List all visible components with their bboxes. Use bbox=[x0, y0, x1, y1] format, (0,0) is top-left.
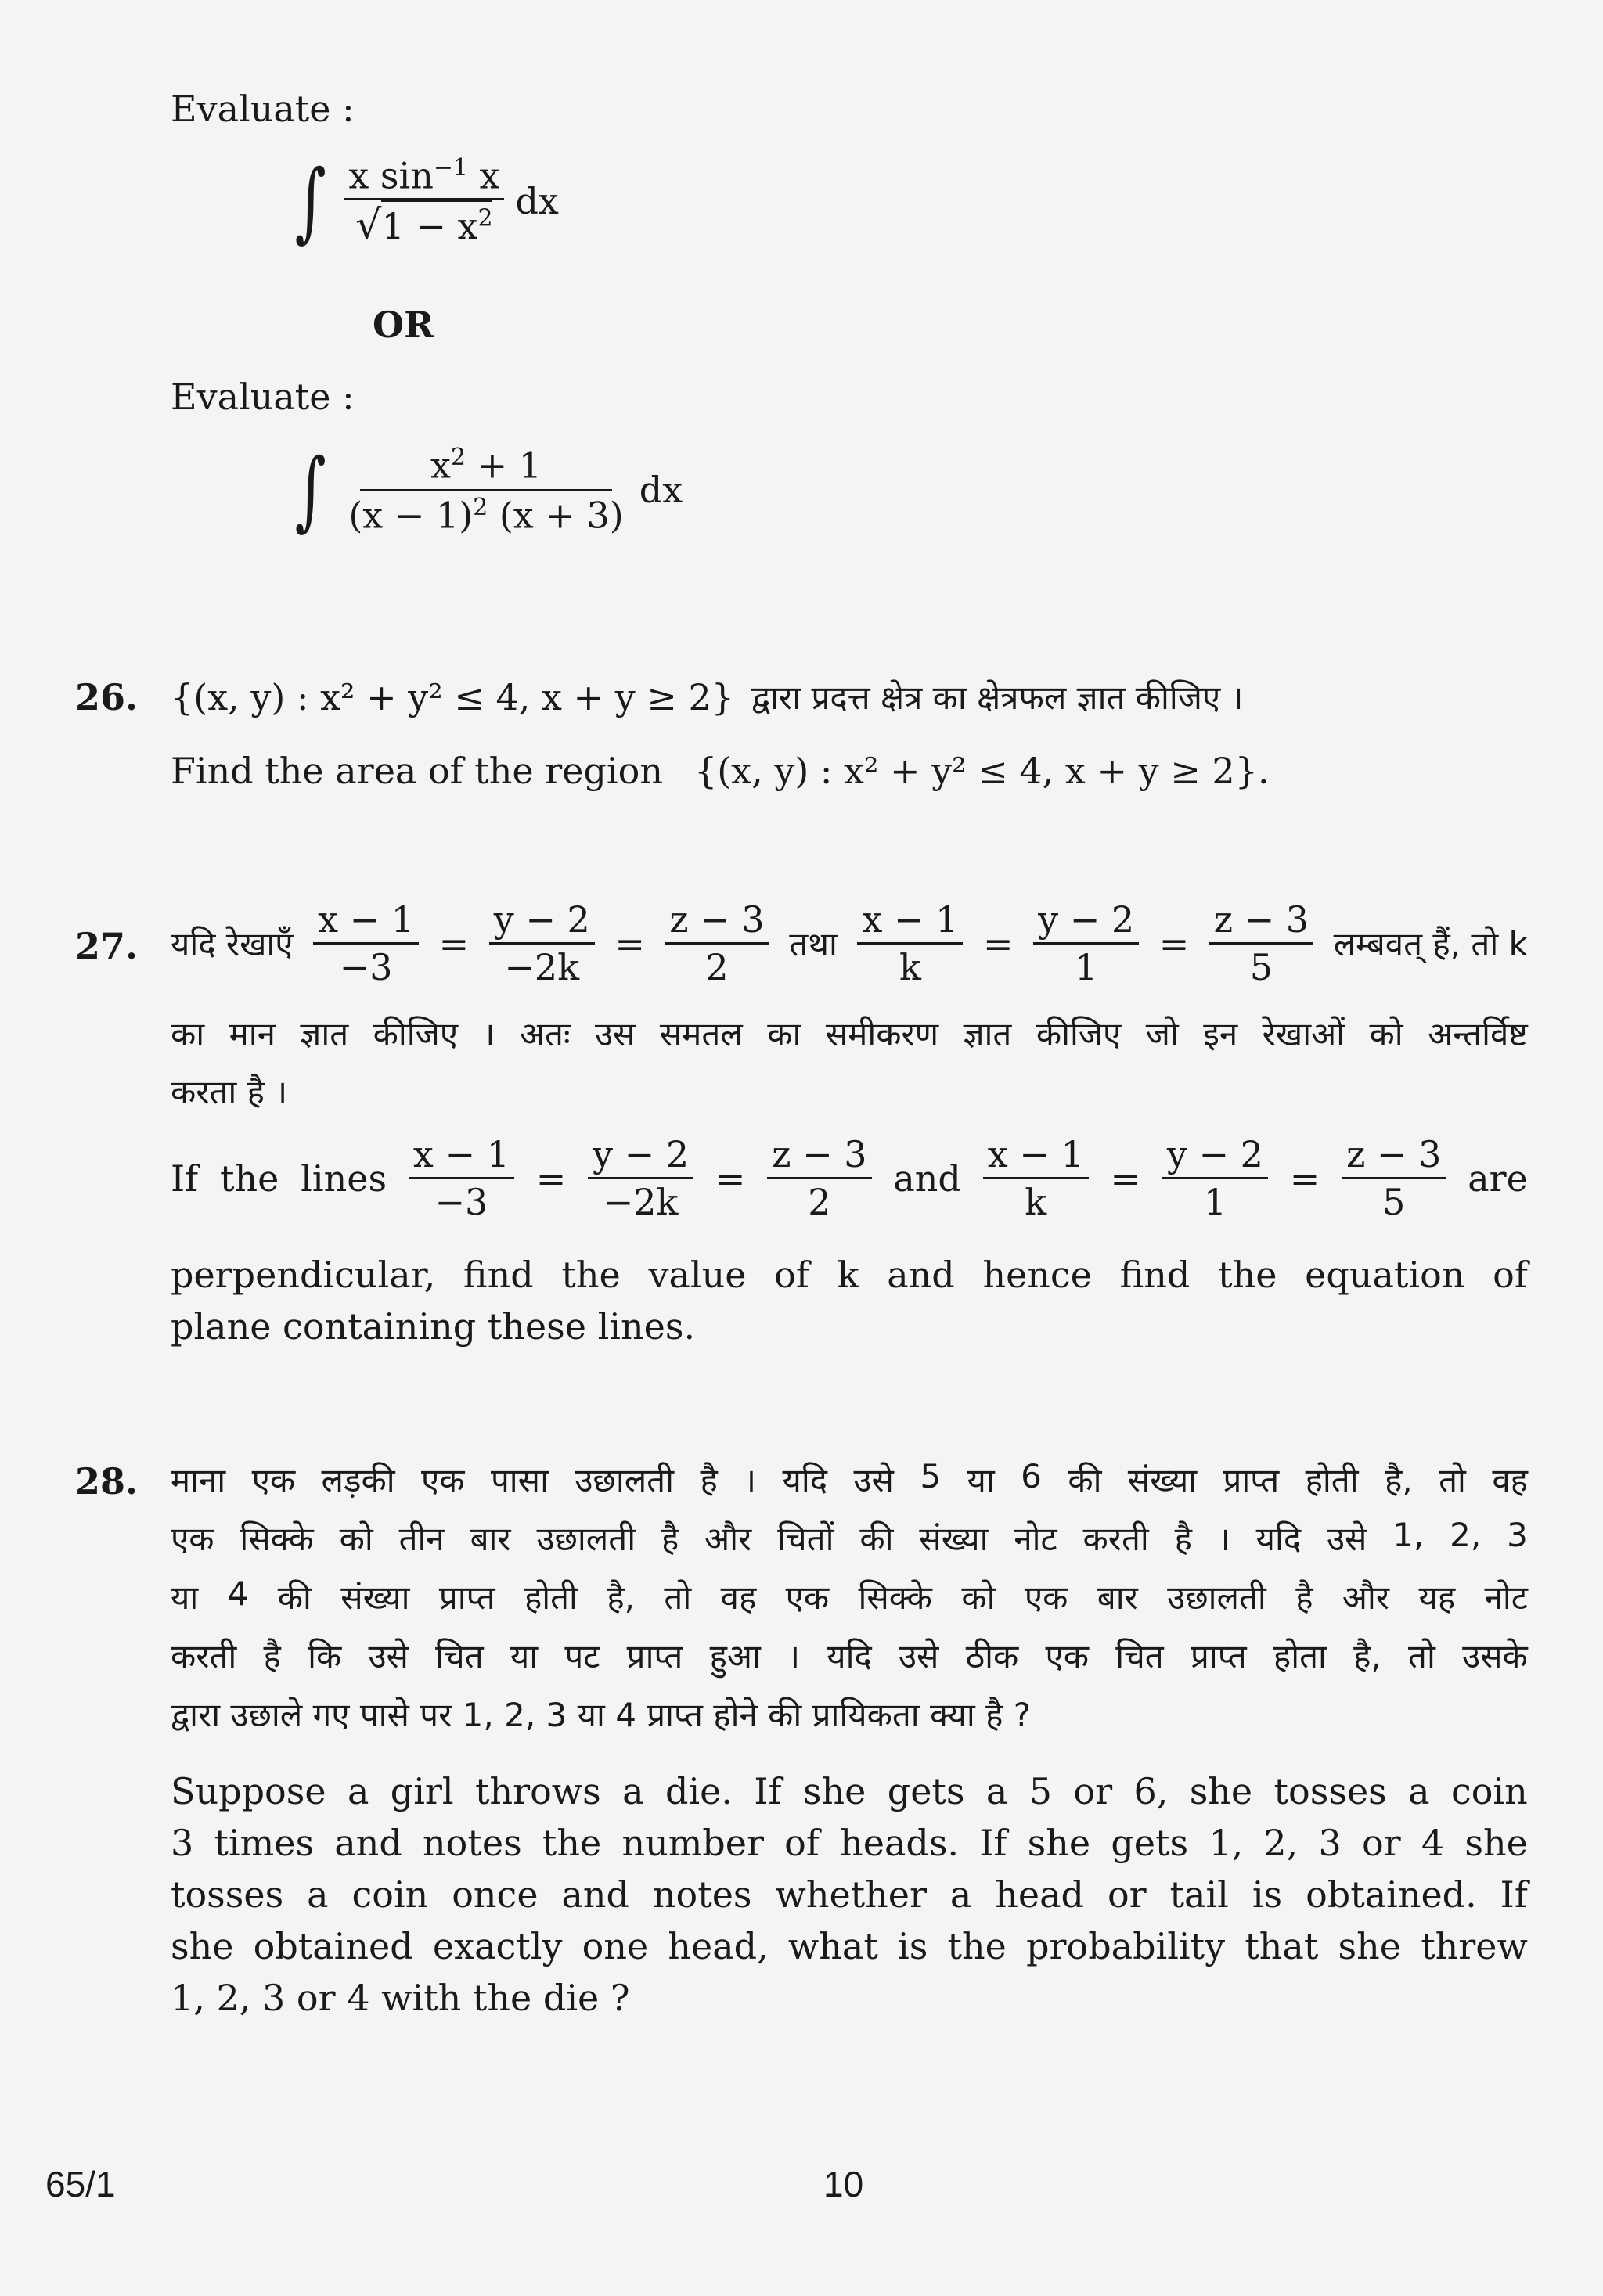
q28-hindi-line bbox=[171, 1516, 1528, 1574]
fraction: $\frac{x - 1}{-3}$ bbox=[313, 901, 419, 985]
word: hence bbox=[982, 1254, 1092, 1296]
word: a bbox=[1408, 1770, 1430, 1812]
word: equation bbox=[1305, 1254, 1465, 1296]
word: अन्तर्विष्ट bbox=[1428, 1015, 1528, 1053]
word: करती bbox=[171, 1637, 237, 1675]
word: को bbox=[1369, 1015, 1403, 1053]
word: लड़की bbox=[321, 1461, 395, 1499]
word: notes bbox=[423, 1822, 522, 1864]
word: समतल bbox=[659, 1015, 743, 1053]
fraction-numerator: $x^2 + 1$ bbox=[360, 446, 612, 491]
word: the bbox=[561, 1254, 621, 1296]
equals: = bbox=[438, 922, 470, 965]
word: उसके bbox=[1462, 1637, 1528, 1675]
word: बार bbox=[470, 1520, 511, 1558]
word: संख्या bbox=[1127, 1461, 1198, 1499]
word: the bbox=[542, 1822, 602, 1864]
word: समीकरण bbox=[825, 1015, 939, 1053]
word: ज्ञात bbox=[300, 1015, 349, 1053]
word: a bbox=[347, 1770, 369, 1812]
fraction: $\frac{x - 1}{-3}$ bbox=[409, 1136, 514, 1220]
word: वह bbox=[1492, 1461, 1528, 1499]
word: जो bbox=[1145, 1015, 1179, 1053]
word: है bbox=[1295, 1578, 1313, 1617]
word: coin bbox=[351, 1873, 429, 1916]
word: and bbox=[893, 1157, 961, 1200]
q28-english-line bbox=[171, 1925, 1528, 1980]
word: एक bbox=[171, 1520, 214, 1558]
word: she bbox=[1464, 1822, 1528, 1864]
question-number: 27. bbox=[75, 925, 139, 967]
word: की bbox=[1068, 1461, 1102, 1499]
word: सिक्के bbox=[858, 1578, 932, 1617]
word: उछालती bbox=[536, 1520, 636, 1558]
fraction: $\frac{z - 3}{5}$ bbox=[1342, 1136, 1446, 1220]
fraction: $\frac{z - 3}{2}$ bbox=[767, 1136, 871, 1220]
word: है, bbox=[1353, 1637, 1381, 1675]
word: एक bbox=[1024, 1578, 1068, 1617]
word: या bbox=[510, 1637, 539, 1675]
fraction: $\frac{x - 1}{k}$ bbox=[983, 1136, 1089, 1220]
word: 6 bbox=[1021, 1457, 1042, 1495]
word: का bbox=[767, 1015, 802, 1053]
word: है bbox=[661, 1520, 679, 1558]
word: इन bbox=[1203, 1015, 1238, 1053]
q26-english-text: Find the area of the region bbox=[171, 750, 663, 792]
word: है bbox=[1174, 1520, 1192, 1558]
word: या bbox=[967, 1461, 995, 1499]
equals: = bbox=[715, 1157, 746, 1200]
fraction: $\frac{z - 3}{2}$ bbox=[665, 901, 769, 985]
word: find bbox=[1119, 1254, 1191, 1296]
q28-english-line bbox=[171, 1770, 1528, 1825]
word: 2, bbox=[1263, 1822, 1299, 1864]
word: उछालती bbox=[575, 1461, 675, 1499]
word: 5 bbox=[920, 1457, 942, 1495]
word: । bbox=[744, 1461, 757, 1499]
word: मान bbox=[229, 1015, 276, 1053]
word: की bbox=[277, 1578, 312, 1617]
q28-english-last-line: 1, 2, 3 or 4 with the die ? bbox=[171, 1977, 630, 2019]
word: माना bbox=[171, 1461, 226, 1499]
word: perpendicular, bbox=[171, 1254, 436, 1296]
q27-hindi-line-3: करता है । bbox=[171, 1073, 288, 1111]
word: die. bbox=[665, 1770, 733, 1812]
word: चितों bbox=[777, 1520, 834, 1558]
word: तो bbox=[1408, 1637, 1435, 1675]
word: a bbox=[622, 1770, 644, 1812]
word: या bbox=[171, 1578, 199, 1617]
word: coin bbox=[1450, 1770, 1528, 1812]
word: उस bbox=[594, 1015, 636, 1053]
word: 1, bbox=[1392, 1516, 1425, 1554]
fraction: $\frac{y - 2}{-2k}$ bbox=[588, 1136, 693, 1220]
word: threw bbox=[1421, 1925, 1528, 1967]
word: नोट bbox=[1014, 1520, 1057, 1558]
integral-sign: ∫ bbox=[294, 439, 326, 540]
word: If bbox=[979, 1822, 1007, 1864]
equals: = bbox=[535, 1157, 567, 1200]
word: पट bbox=[564, 1637, 600, 1675]
word: and bbox=[334, 1822, 402, 1864]
page-number: 10 bbox=[823, 2164, 864, 2204]
question-number: 26. bbox=[75, 676, 139, 718]
integral-1-fraction bbox=[344, 154, 504, 250]
fraction: $\frac{y - 2}{1}$ bbox=[1033, 901, 1139, 985]
word: अतः bbox=[519, 1015, 571, 1053]
word: । bbox=[1217, 1520, 1230, 1558]
word: प्राप्त bbox=[1190, 1637, 1247, 1675]
word: 3 bbox=[171, 1822, 194, 1864]
word: प्राप्त bbox=[438, 1578, 495, 1617]
q26-hindi-text: द्वारा प्रदत्त क्षेत्र का क्षेत्रफल ज्ञात कीजिए । bbox=[751, 678, 1244, 717]
word: एक bbox=[251, 1461, 296, 1499]
word: चित bbox=[1115, 1637, 1164, 1675]
integral-1 bbox=[288, 151, 559, 252]
dx-label: dx bbox=[639, 468, 683, 511]
word: 6, bbox=[1133, 1770, 1169, 1812]
word: 3 bbox=[1318, 1822, 1342, 1864]
word: सिक्के bbox=[240, 1520, 314, 1558]
word: हुआ bbox=[709, 1637, 761, 1675]
word: are bbox=[1468, 1157, 1528, 1200]
q28-hindi-line bbox=[171, 1574, 1528, 1633]
integral-sign: ∫ bbox=[294, 151, 326, 252]
q26-set-english: {(x, y) : x² + y² ≤ 4, x + y ≥ 2}. bbox=[693, 750, 1270, 792]
word: तो bbox=[664, 1578, 692, 1617]
word: the bbox=[947, 1925, 1007, 1967]
word: that bbox=[1245, 1925, 1319, 1967]
word: or bbox=[1073, 1770, 1113, 1812]
word: यदि bbox=[1255, 1520, 1302, 1558]
word: exactly bbox=[432, 1925, 563, 1967]
word: है bbox=[700, 1461, 718, 1499]
word: the bbox=[1218, 1254, 1277, 1296]
word: 3 bbox=[1507, 1516, 1528, 1554]
word: tosses bbox=[1273, 1770, 1387, 1812]
word: है, bbox=[1385, 1461, 1413, 1499]
or-label: OR bbox=[373, 304, 434, 346]
word: she bbox=[1338, 1925, 1401, 1967]
word: a bbox=[949, 1873, 972, 1916]
word: उसे bbox=[853, 1461, 894, 1499]
word: उसे bbox=[368, 1637, 409, 1675]
word: है bbox=[263, 1637, 281, 1675]
word: 4 bbox=[227, 1574, 249, 1613]
word: times bbox=[214, 1822, 315, 1864]
word: value bbox=[648, 1254, 747, 1296]
word: a bbox=[307, 1873, 329, 1916]
word: तीन bbox=[398, 1520, 445, 1558]
word: she bbox=[171, 1925, 234, 1967]
word: If bbox=[754, 1770, 782, 1812]
word: obtained. bbox=[1306, 1873, 1477, 1916]
word: or bbox=[1107, 1873, 1147, 1916]
evaluate-label-2: Evaluate : bbox=[171, 376, 355, 418]
word: lines bbox=[301, 1157, 387, 1200]
evaluate-label: Evaluate : bbox=[171, 88, 355, 130]
word: If bbox=[171, 1157, 199, 1200]
word: होती bbox=[524, 1578, 578, 1617]
word: obtained bbox=[253, 1925, 413, 1967]
word: gets bbox=[887, 1770, 965, 1812]
word: का bbox=[171, 1015, 205, 1053]
word: एक bbox=[421, 1461, 465, 1499]
paper-code: 65/1 bbox=[45, 2164, 116, 2204]
fraction-denominator: $(x - 1)^2$ (x + 3) bbox=[348, 494, 624, 537]
q26-set-hindi: {(x, y) : x² + y² ≤ 4, x + y ≥ 2} bbox=[171, 675, 735, 718]
q28-hindi-last-line: द्वारा उछाले गए पासे पर 1, 2, 3 या 4 प्राप्त होने की प्रायिकता क्या है ? bbox=[171, 1696, 1032, 1734]
word: of bbox=[1493, 1254, 1528, 1296]
word: the bbox=[220, 1157, 279, 1200]
word: और bbox=[704, 1520, 752, 1558]
word: होता bbox=[1273, 1637, 1327, 1675]
word: heads. bbox=[840, 1822, 960, 1864]
word: head, bbox=[668, 1925, 769, 1967]
word: ठीक bbox=[965, 1637, 1019, 1675]
q27-english-line-2 bbox=[171, 1254, 1528, 1296]
word: नोट bbox=[1484, 1578, 1528, 1617]
q27-hindi-suffix: लम्बवत् हैं, तो k bbox=[1333, 925, 1528, 963]
word: करती bbox=[1082, 1520, 1149, 1558]
word: 2, bbox=[1450, 1516, 1482, 1554]
q26-hindi bbox=[171, 675, 1243, 719]
fraction-numerator: x $\sin^{-1} x$ bbox=[344, 157, 504, 200]
q28-hindi-block bbox=[171, 1457, 1528, 1692]
word: number bbox=[621, 1822, 764, 1864]
word: what bbox=[787, 1925, 878, 1967]
equals: = bbox=[983, 922, 1014, 965]
fraction: $\frac{y - 2}{1}$ bbox=[1162, 1136, 1268, 1220]
word: पासा bbox=[490, 1461, 549, 1499]
word: tosses bbox=[171, 1873, 284, 1916]
word: she bbox=[802, 1770, 866, 1812]
word: 5 bbox=[1028, 1770, 1052, 1812]
word: of bbox=[784, 1822, 820, 1864]
equals: = bbox=[1110, 1157, 1141, 1200]
word: tail bbox=[1169, 1873, 1229, 1916]
word: संख्या bbox=[919, 1520, 989, 1558]
word: उछालती bbox=[1167, 1578, 1266, 1617]
fraction: $\frac{z - 3}{5}$ bbox=[1209, 901, 1313, 985]
word: k bbox=[837, 1254, 859, 1296]
word: one bbox=[582, 1925, 649, 1967]
word: है, bbox=[607, 1578, 635, 1617]
fraction: $\frac{y - 2}{-2k}$ bbox=[489, 901, 595, 985]
q28-hindi-line bbox=[171, 1457, 1528, 1516]
word: throws bbox=[474, 1770, 601, 1812]
word: notes bbox=[652, 1873, 752, 1916]
word: उसे bbox=[1326, 1520, 1367, 1558]
q28-english-line bbox=[171, 1873, 1528, 1928]
word: को bbox=[961, 1578, 996, 1617]
equals: = bbox=[1289, 1157, 1320, 1200]
word: whether bbox=[775, 1873, 927, 1916]
word: एक bbox=[785, 1578, 830, 1617]
word: 1, bbox=[1209, 1822, 1244, 1864]
word: प्राप्त bbox=[626, 1637, 683, 1675]
integral-2-fraction bbox=[344, 444, 628, 537]
word: बार bbox=[1097, 1578, 1138, 1617]
equals: = bbox=[614, 922, 645, 965]
word: probability bbox=[1026, 1925, 1226, 1967]
q28-english-block bbox=[171, 1770, 1528, 1980]
word: होती bbox=[1305, 1461, 1359, 1499]
equals: = bbox=[1158, 922, 1190, 965]
word: । bbox=[787, 1637, 800, 1675]
word: प्राप्त bbox=[1223, 1461, 1280, 1499]
word: head bbox=[995, 1873, 1085, 1916]
word: Suppose bbox=[171, 1770, 326, 1812]
word: once bbox=[452, 1873, 539, 1916]
q26-english bbox=[171, 750, 1270, 792]
q27-english-line-1 bbox=[171, 1133, 1528, 1223]
word: संख्या bbox=[340, 1578, 410, 1617]
integral-2 bbox=[288, 439, 683, 540]
word: कीजिए bbox=[373, 1015, 459, 1053]
word: a bbox=[985, 1770, 1008, 1812]
word: की bbox=[859, 1520, 894, 1558]
word: कीजिए bbox=[1036, 1015, 1122, 1053]
q27-hindi-line-1 bbox=[171, 898, 1528, 988]
q27-hindi-and: तथा bbox=[789, 925, 838, 963]
word: is bbox=[1252, 1873, 1283, 1916]
q27-hindi-line-2 bbox=[171, 1011, 1528, 1056]
word: she bbox=[1189, 1770, 1253, 1812]
word: तो bbox=[1439, 1461, 1466, 1499]
word: she bbox=[1027, 1822, 1091, 1864]
word: उसे bbox=[899, 1637, 939, 1675]
q28-hindi-line bbox=[171, 1633, 1528, 1692]
q27-hindi-prefix: यदि रेखाएँ bbox=[171, 925, 294, 963]
word: को bbox=[339, 1520, 373, 1558]
word: कि bbox=[308, 1637, 342, 1675]
word: find bbox=[463, 1254, 534, 1296]
word: or bbox=[1361, 1822, 1401, 1864]
word: चित bbox=[435, 1637, 484, 1675]
word: girl bbox=[390, 1770, 454, 1812]
word: is bbox=[898, 1925, 928, 1967]
q27-english-line-3: plane containing these lines. bbox=[171, 1305, 696, 1348]
fraction: $\frac{x - 1}{k}$ bbox=[857, 901, 963, 985]
word: यह bbox=[1418, 1578, 1456, 1617]
question-number: 28. bbox=[75, 1460, 139, 1502]
word: and bbox=[887, 1254, 955, 1296]
word: gets bbox=[1111, 1822, 1189, 1864]
word: वह bbox=[720, 1578, 757, 1617]
word: । bbox=[482, 1015, 495, 1053]
q28-english-line bbox=[171, 1822, 1528, 1877]
word: of bbox=[774, 1254, 809, 1296]
word: रेखाओं bbox=[1262, 1015, 1345, 1053]
word: यदि bbox=[782, 1461, 828, 1499]
dx-label: dx bbox=[515, 180, 559, 223]
fraction-denominator: $√1 - x^2$ bbox=[351, 200, 497, 246]
word: एक bbox=[1045, 1637, 1089, 1675]
word: If bbox=[1500, 1873, 1528, 1916]
word: यदि bbox=[827, 1637, 872, 1675]
word: 4 bbox=[1421, 1822, 1445, 1864]
word: and bbox=[561, 1873, 629, 1916]
word: और bbox=[1342, 1578, 1390, 1617]
word: ज्ञात bbox=[963, 1015, 1012, 1053]
